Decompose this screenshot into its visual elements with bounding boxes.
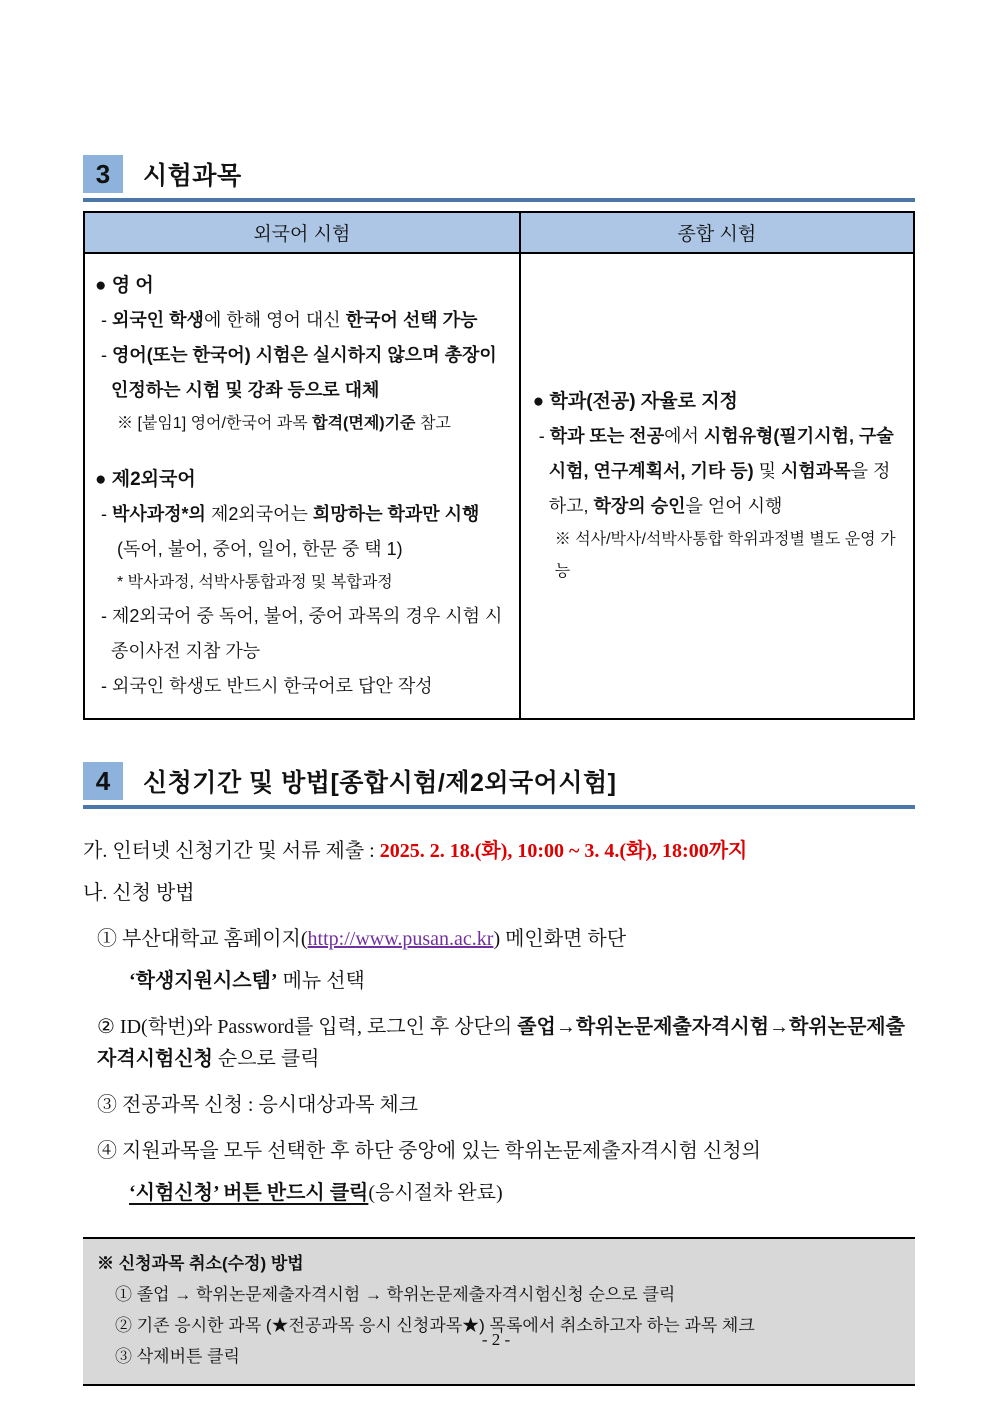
- spacer: [95, 440, 509, 462]
- second-language-bullet: ● 제2외국어: [95, 469, 196, 490]
- page-number: - 2 -: [481, 1330, 511, 1349]
- section4-title: 신청기간 및 방법[종합시험/제2외국어시험]: [143, 769, 617, 797]
- notice-title: ※ 신청과목 취소(수정) 방법: [97, 1254, 304, 1273]
- bold-run: 학과 또는 전공: [549, 426, 665, 446]
- method-item-4-cont: [83, 1177, 915, 1209]
- method-item-2: [83, 1011, 915, 1075]
- text-run: 및: [753, 461, 782, 481]
- notice-item-1: ① 졸업 → 학위논문제출자격시험 → 학위논문제출자격시험신청 순으로 클릭: [115, 1285, 676, 1304]
- method-item-1: [83, 923, 915, 955]
- text-run: 에 한해 영어 대신: [203, 310, 346, 330]
- pusan-homepage-link[interactable]: http://www.pusan.ac.kr: [307, 928, 494, 950]
- bold-run: 박사과정*의: [112, 504, 206, 524]
- bold-run: ‘학생지원시스템’: [129, 970, 278, 992]
- department-detail: [533, 419, 903, 524]
- english-line-1: [95, 303, 509, 338]
- dash: -: [101, 345, 112, 365]
- cancellation-notice-box: [83, 1237, 915, 1386]
- dash: -: [101, 504, 112, 524]
- table-body-row: [84, 253, 914, 719]
- bold-run: 시험과목: [781, 461, 851, 481]
- section3-number-badge: 3: [83, 155, 123, 193]
- comprehensive-exam-cell: [520, 253, 914, 719]
- section3-title: 시험과목: [143, 162, 242, 190]
- text-run: 을 정하고,: [548, 461, 891, 516]
- english-note: [95, 408, 509, 440]
- text-run: ① 부산대학교 홈페이지(: [97, 928, 308, 950]
- bold-run: 졸업→학위논문제출자격시험→학위논문제출자격시험신청: [97, 1016, 905, 1070]
- table-header-foreign-language: 외국어 시험: [84, 212, 520, 253]
- application-method-label: 나. 신청 방법: [83, 882, 195, 904]
- degree-course-note: ※ 석사/박사/석박사통합 학위과정별 별도 운영 가능: [554, 531, 896, 580]
- notice-item-3: ③ 삭제버튼 클릭: [115, 1347, 240, 1366]
- underlined-bold-run: ‘시험신청’ 버튼 반드시 클릭: [129, 1182, 369, 1204]
- english-line-2: [95, 338, 509, 408]
- english-bullet: ● 영 어: [95, 275, 154, 296]
- doctoral-footnote: * 박사과정, 석박사통합과정 및 복합과정: [117, 574, 393, 591]
- table-header-comprehensive: 종합 시험: [520, 212, 914, 253]
- dictionary-line: - 제2외국어 중 독어, 불어, 중어 과목의 경우 시험 시 종이사전 지참 가능: [101, 606, 503, 661]
- page-content: [83, 155, 915, 1386]
- bold-run: 희망하는 학과만 시행: [312, 504, 480, 524]
- section4-header: [83, 762, 915, 809]
- dash: -: [101, 310, 112, 330]
- notice-item-2: ② 기존 응시한 과목 (★전공과목 응시 신청과목★) 목록에서 취소하고자 하는 과목 체크: [115, 1316, 755, 1335]
- text-run: 순으로 클릭: [212, 1048, 320, 1070]
- text-run: (응시절차 완료): [368, 1182, 503, 1204]
- text-run: 가. 인터넷 신청기간 및 서류 제출 :: [83, 840, 380, 862]
- bold-run: 영어(또는 한국어) 시험은 실시하지 않으며 총장이 인정하는 시험 및 강좌 등으로 대체: [111, 345, 497, 400]
- bold-run: 시험유형(필기시험, 구술시험, 연구계획서, 기타 등): [548, 426, 894, 481]
- bold-run: 외국인 학생: [112, 310, 204, 330]
- department-bullet: ● 학과(전공) 자율로 지정: [532, 391, 738, 412]
- korean-answer-line: - 외국인 학생도 반드시 한국어로 답안 작성: [101, 676, 433, 696]
- text-run: 메뉴 선택: [277, 970, 365, 992]
- section4-number-badge: 4: [83, 762, 123, 800]
- text-run: 제2외국어는: [205, 504, 313, 524]
- text-run: 을 얻어 시행: [685, 496, 783, 516]
- second-language-choices: (독어, 불어, 중어, 일어, 한문 중 택 1): [117, 539, 403, 559]
- application-period-line: [83, 835, 915, 867]
- text-run: ) 메인화면 하단: [493, 928, 627, 950]
- bold-run: 학장의 승인: [593, 496, 686, 516]
- section4-body: [83, 835, 915, 1209]
- text-run: 에서: [664, 426, 704, 446]
- section3-header: [83, 155, 915, 202]
- method-item-1-cont: [83, 965, 915, 997]
- text-run: ② ID(학번)와 Password를 입력, 로그인 후 상단의: [97, 1016, 518, 1038]
- bold-run: 한국어 선택 가능: [345, 310, 478, 330]
- text-run: 참고: [415, 415, 451, 432]
- method-item-4: ④ 지원과목을 모두 선택한 후 하단 중앙에 있는 학위논문제출자격시험 신청의: [97, 1140, 761, 1162]
- foreign-language-cell: [84, 253, 520, 719]
- text-run: ※ [붙임1] 영어/한국어 과목: [117, 415, 313, 432]
- dash: -: [538, 426, 550, 446]
- application-period-dates: 2025. 2. 18.(화), 10:00 ~ 3. 4.(화), 18:00까지: [379, 840, 748, 862]
- method-item-3: ③ 전공과목 신청 : 응시대상과목 체크: [97, 1094, 419, 1116]
- bold-run: 합격(면제)기준: [312, 415, 416, 432]
- table-header-row: [84, 212, 914, 253]
- second-language-line-1: [95, 497, 509, 532]
- exam-subjects-table: [83, 211, 915, 720]
